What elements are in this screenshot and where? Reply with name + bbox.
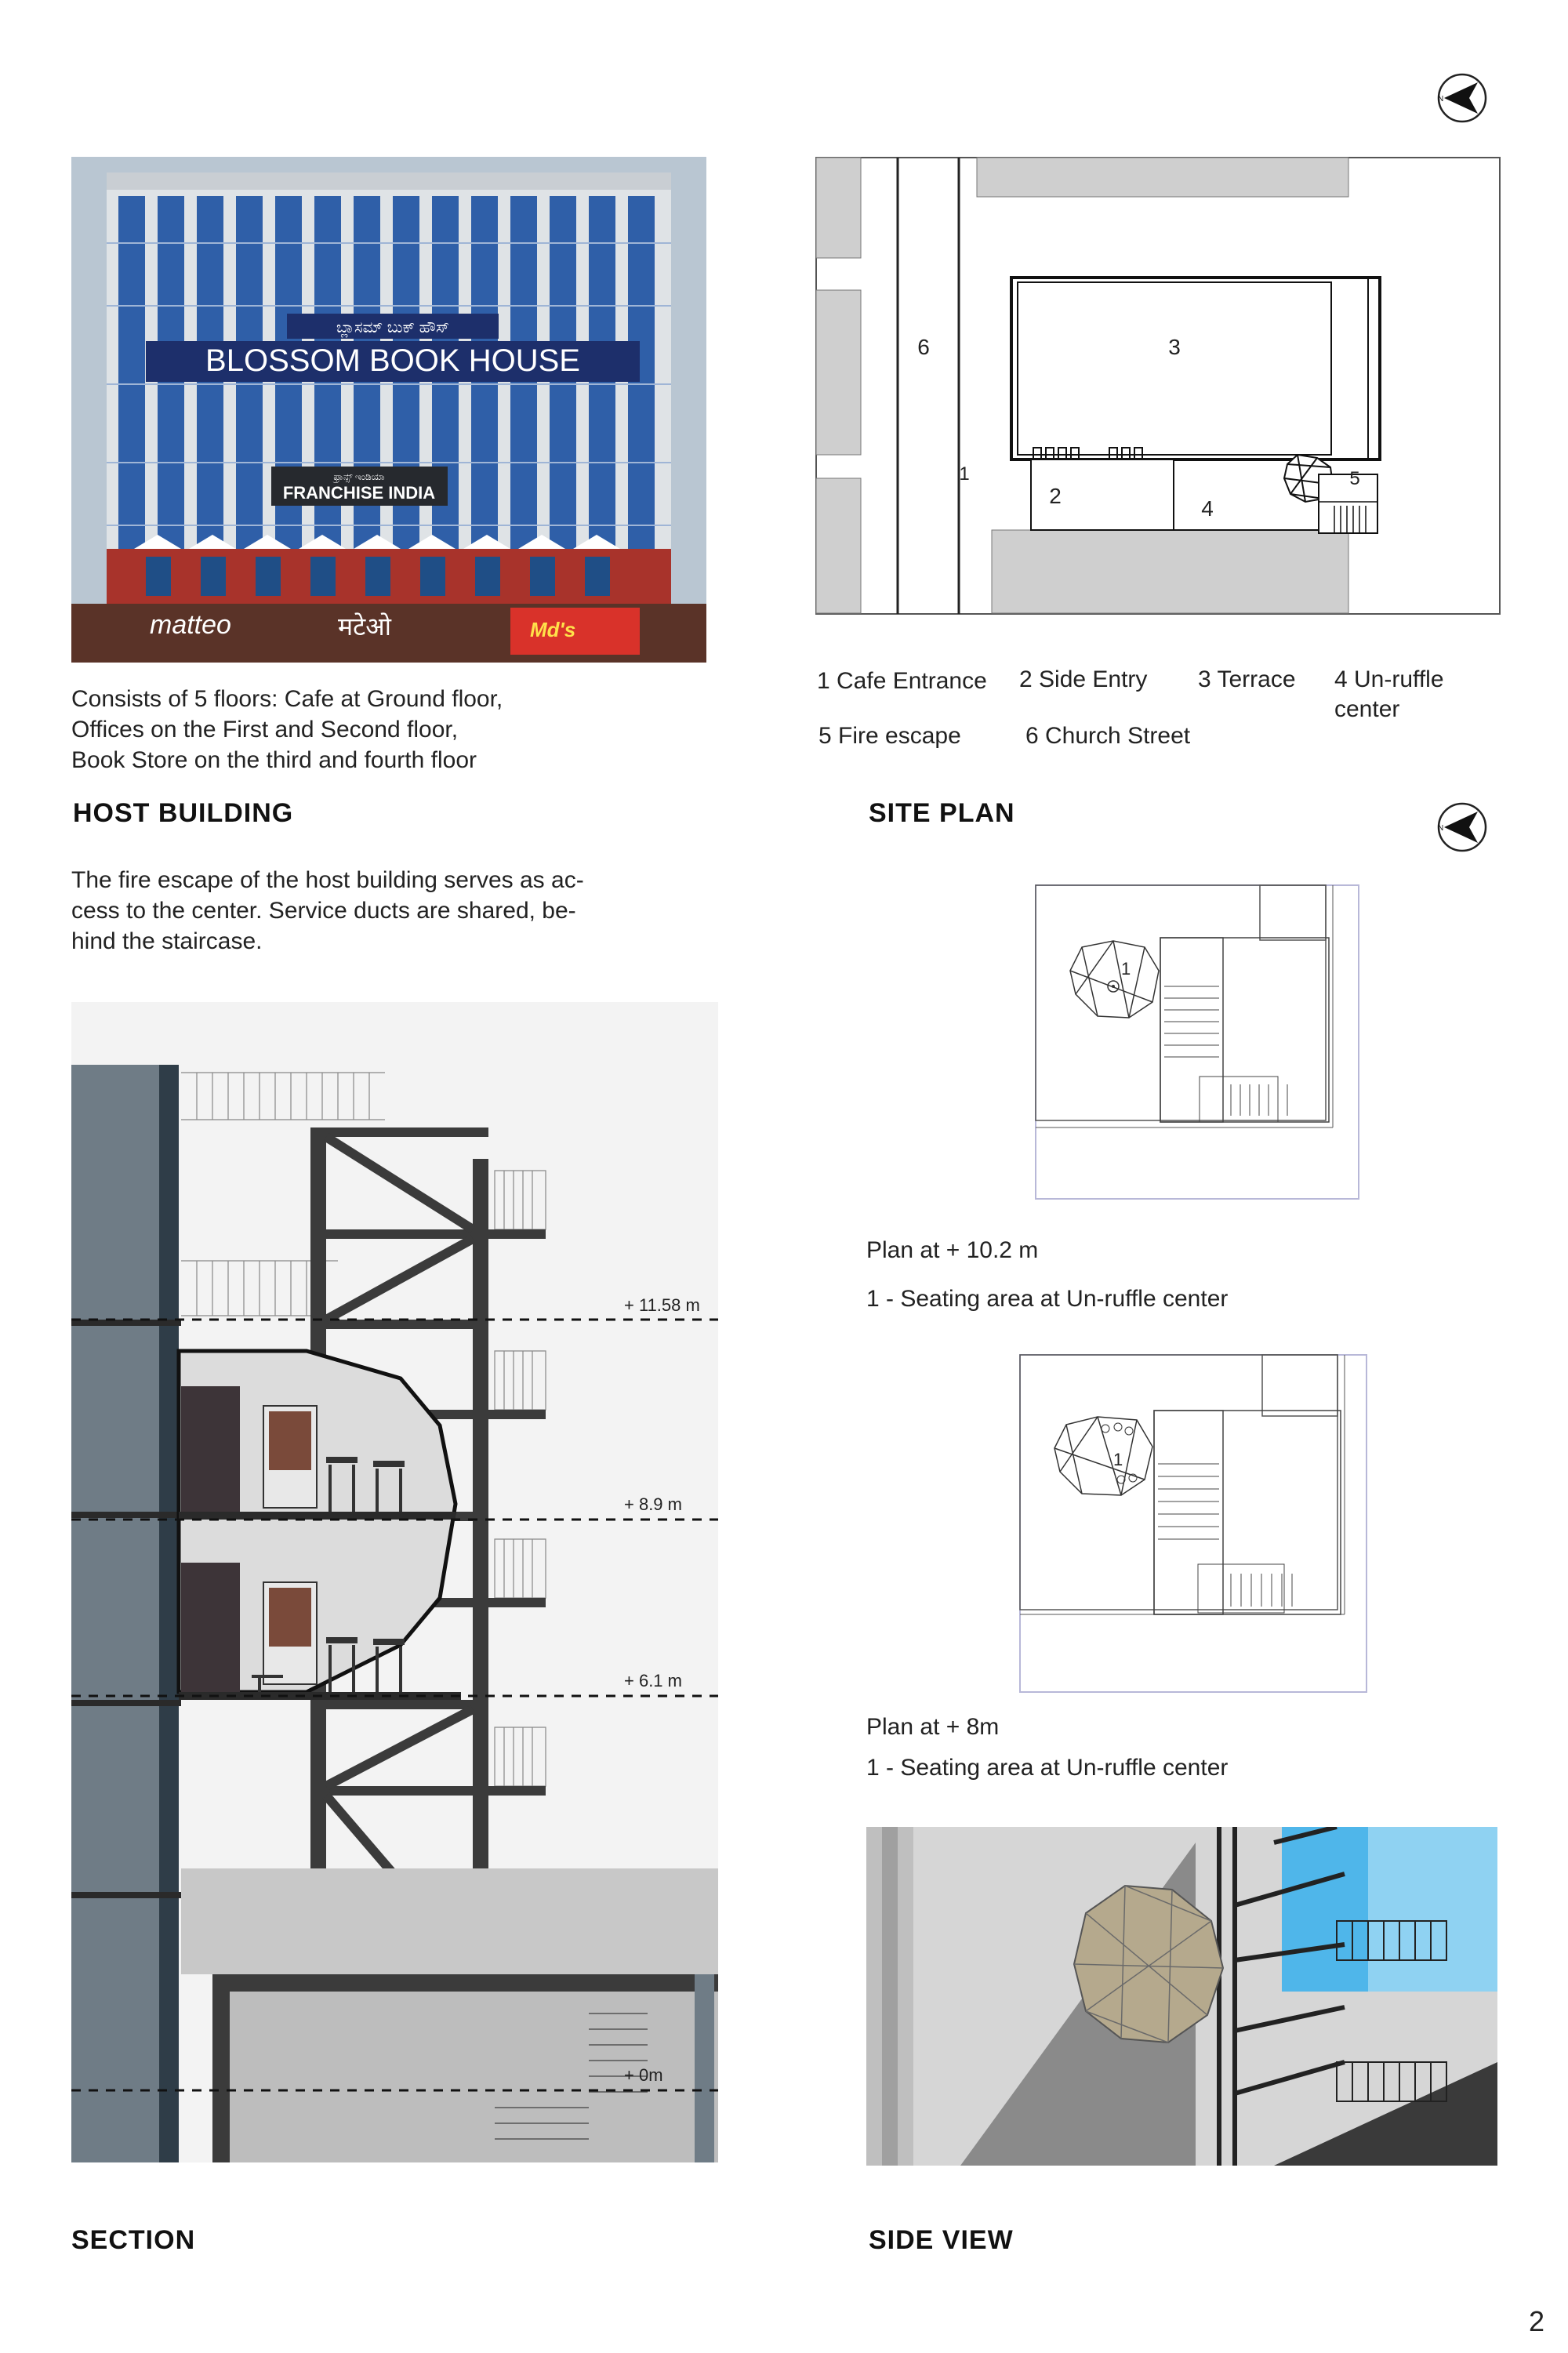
- access-line: cess to the center. Service ducts are shared, be-: [71, 898, 576, 924]
- level-label-6-1: + 6.1 m: [624, 1671, 682, 1690]
- site-plan-label-2: 2: [1049, 484, 1062, 508]
- access-line: hind the staircase.: [71, 928, 263, 954]
- plan-upper-number: 1: [1121, 959, 1131, 979]
- svg-text:N: N: [1438, 824, 1444, 833]
- side-view-heading: SIDE VIEW: [869, 2225, 1014, 2255]
- host-building-description: [71, 684, 683, 775]
- site-plan-label-6: 6: [917, 335, 930, 359]
- host-building-heading: HOST BUILDING: [73, 798, 294, 828]
- page-number: 2: [1529, 2305, 1545, 2337]
- north-arrow-icon: [1435, 71, 1490, 125]
- photo-sign-matteo: matteo: [150, 610, 231, 640]
- site-plan-heading: SITE PLAN: [869, 798, 1015, 828]
- section-heading: SECTION: [71, 2225, 196, 2255]
- legend-fire-escape: 5 Fire escape: [818, 723, 961, 749]
- site-plan-label-5: 5: [1349, 468, 1360, 489]
- description-line: Offices on the First and Second floor,: [71, 717, 459, 743]
- level-label-11-58: + 11.58 m: [624, 1295, 700, 1315]
- photo-sign-mds: Md's: [530, 618, 576, 641]
- section-drawing: [71, 1002, 718, 2162]
- photo-sign-matteo-hindi: मटेओ: [338, 612, 392, 641]
- legend-side-entry: 2 Side Entry: [1019, 666, 1148, 692]
- legend-unruffle-center: center: [1334, 696, 1400, 722]
- photo-sign-kannada: ಬ್ಲಾಸಮ್ ಬುಕ್ ಹೌಸ್: [336, 319, 450, 336]
- site-plan-label-3: 3: [1168, 335, 1181, 359]
- legend-church-street: 6 Church Street: [1025, 723, 1191, 749]
- photo-sign-franchise-kannada: ಫ್ರಾನ್ಸ್ ಇಂಡಿಯಾ: [333, 471, 385, 482]
- plan-upper-note: 1 - Seating area at Un-ruffle center: [866, 1286, 1229, 1312]
- plan-lower-caption: Plan at + 8m: [866, 1714, 1000, 1740]
- host-building-photo: [71, 157, 706, 663]
- description-line: Consists of 5 floors: Cafe at Ground floor,: [71, 686, 503, 712]
- level-label-0: + 0m: [624, 2065, 663, 2085]
- photo-sign-main: BLOSSOM BOOK HOUSE: [205, 343, 580, 378]
- plan-lower-number: 1: [1113, 1450, 1123, 1469]
- legend-terrace: 3 Terrace: [1198, 666, 1296, 692]
- side-view-render: [866, 1827, 1497, 2166]
- site-plan-label-4: 4: [1201, 496, 1214, 521]
- level-label-8-9: + 8.9 m: [624, 1494, 682, 1514]
- description-line: Book Store on the third and fourth floor: [71, 747, 477, 773]
- plan-lower-drawing: [1019, 1354, 1368, 1694]
- legend-unruffle: 4 Un-ruffle: [1334, 666, 1444, 692]
- plan-upper-drawing: [1035, 884, 1360, 1200]
- plan-lower-note: 1 - Seating area at Un-ruffle center: [866, 1755, 1229, 1781]
- access-description: [71, 865, 699, 957]
- plan-upper-caption: Plan at + 10.2 m: [866, 1237, 1039, 1263]
- photo-sign-franchise: FRANCHISE INDIA: [282, 483, 436, 503]
- site-plan-drawing: [815, 157, 1501, 615]
- access-line: The fire escape of the host building serves as ac-: [71, 867, 584, 893]
- svg-text:N: N: [1438, 95, 1444, 103]
- north-arrow-icon: [1435, 800, 1490, 855]
- legend-cafe-entrance: 1 Cafe Entrance: [817, 668, 987, 694]
- site-plan-label-1: 1: [959, 463, 970, 485]
